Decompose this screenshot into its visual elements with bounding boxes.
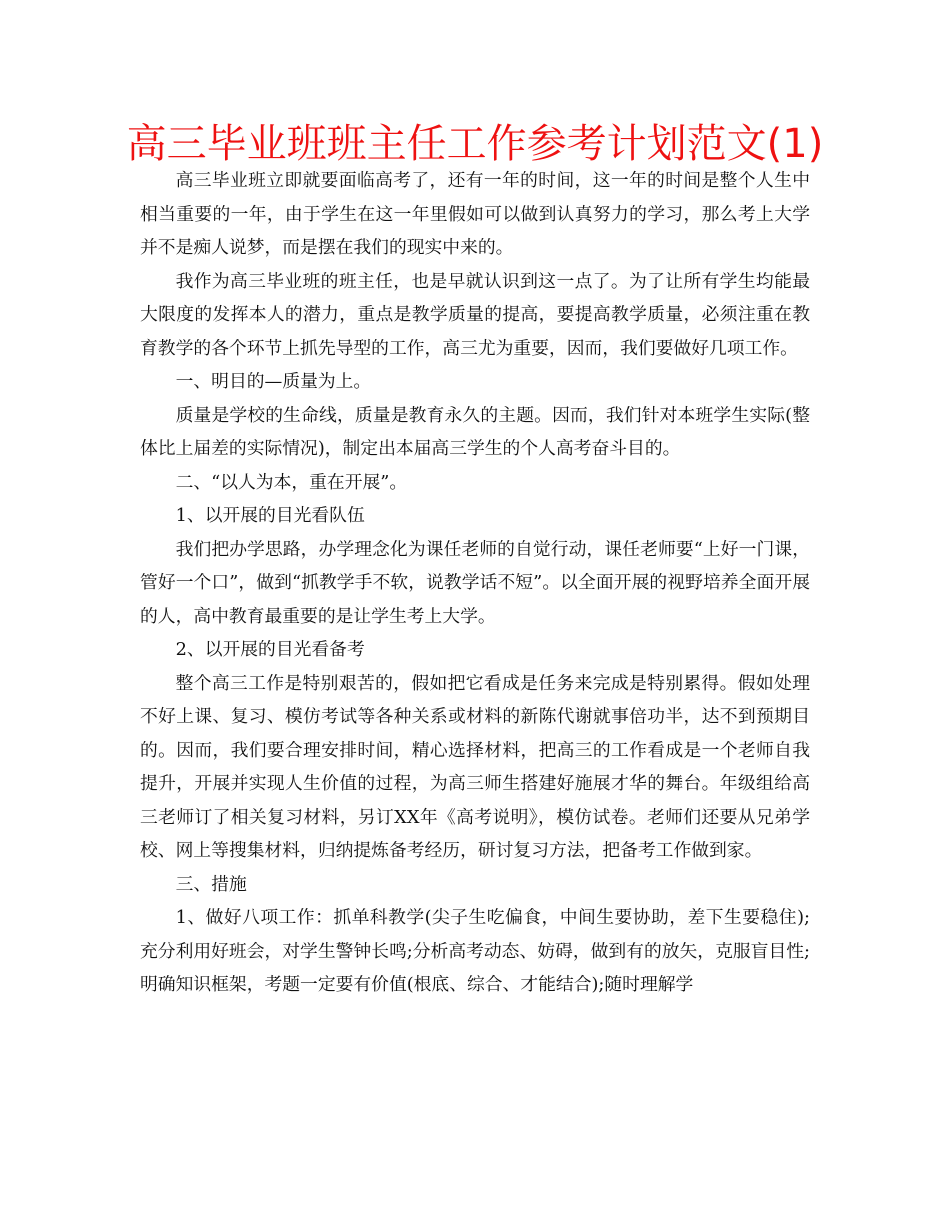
- paragraph-quality: 质量是学校的生命线，质量是教育永久的主题。因而，我们针对本班学生实际(整体比上届差的实际情况)，制定出本届高三学生的个人高考奋斗目的。: [140, 404, 810, 459]
- subheading-team: 1、以开展的目光看队伍: [175, 505, 365, 526]
- paragraph-intro: 高三毕业班立即就要面临高考了，还有一年的时间，这一年的时间是整个人生中相当重要的一年，由于学生在这一年里假如可以做到认真努力的学习，那么考上大学并不是痴人说梦，而是摆在我们的现实中来的。: [140, 170, 810, 258]
- paragraph-team: 我们把办学思路，办学理念化为课任老师的自觉行动，课任老师要“上好一门课，管好一个口”，做到“抓教学手不软，说教学话不短”。以全面开展的视野培养全面开展的人，高中教育最重要的是让学生考上大学。: [140, 538, 810, 627]
- paragraph-role: 我作为高三毕业班的班主任，也是早就认识到这一点了。为了让所有学生均能最大限度的发挥本人的潜力，重点是教学质量的提高，要提高教学质量，必须注重在教育教学的各个环节上抓先导型的工作，高三尤为重要，因而，我们要做好几项工作。: [140, 270, 810, 359]
- document-body: [140, 164, 810, 1002]
- section-heading-1: 一、明目的—质量为上。: [175, 371, 372, 392]
- paragraph-exam-prep: 整个高三工作是特别艰苦的，假如把它看成是任务来完成是特别累得。假如处理不好上课、复习、模仿考试等各种关系或材料的新陈代谢就事倍功半，达不到预期目的。因而，我们要合理安排时间，精心选择材料，把高三的工作看成是一个老师自我提升，开展并实现人生价值的过程，为高三师生搭建好施展才华的舞台。年级组给高三老师订了相关复习材料，另订XX年《高考说明》，模仿试卷。老师们还要从兄弟学校、网上等搜集材料，归纳提炼备考经历，研讨复习方法，把备考工作做到家。: [140, 672, 810, 861]
- paragraph-measures: 1、做好八项工作：抓单科教学(尖子生吃偏食，中间生要协助，差下生要稳住);充分利用好班会，对学生警钟长鸣;分析高考动态、妨碍，做到有的放矢，克服盲目性;明确知识框架，考题一定要有价值(根底、综合、才能结合);随时理解学: [140, 907, 810, 995]
- document-title: 高三毕业班班主任工作参考计划范文(1): [126, 121, 824, 167]
- subheading-exam-prep: 2、以开展的目光看备考: [175, 639, 365, 660]
- section-heading-2: 二、“以人为本，重在开展”。: [175, 471, 408, 493]
- section-heading-3: 三、措施: [175, 873, 247, 895]
